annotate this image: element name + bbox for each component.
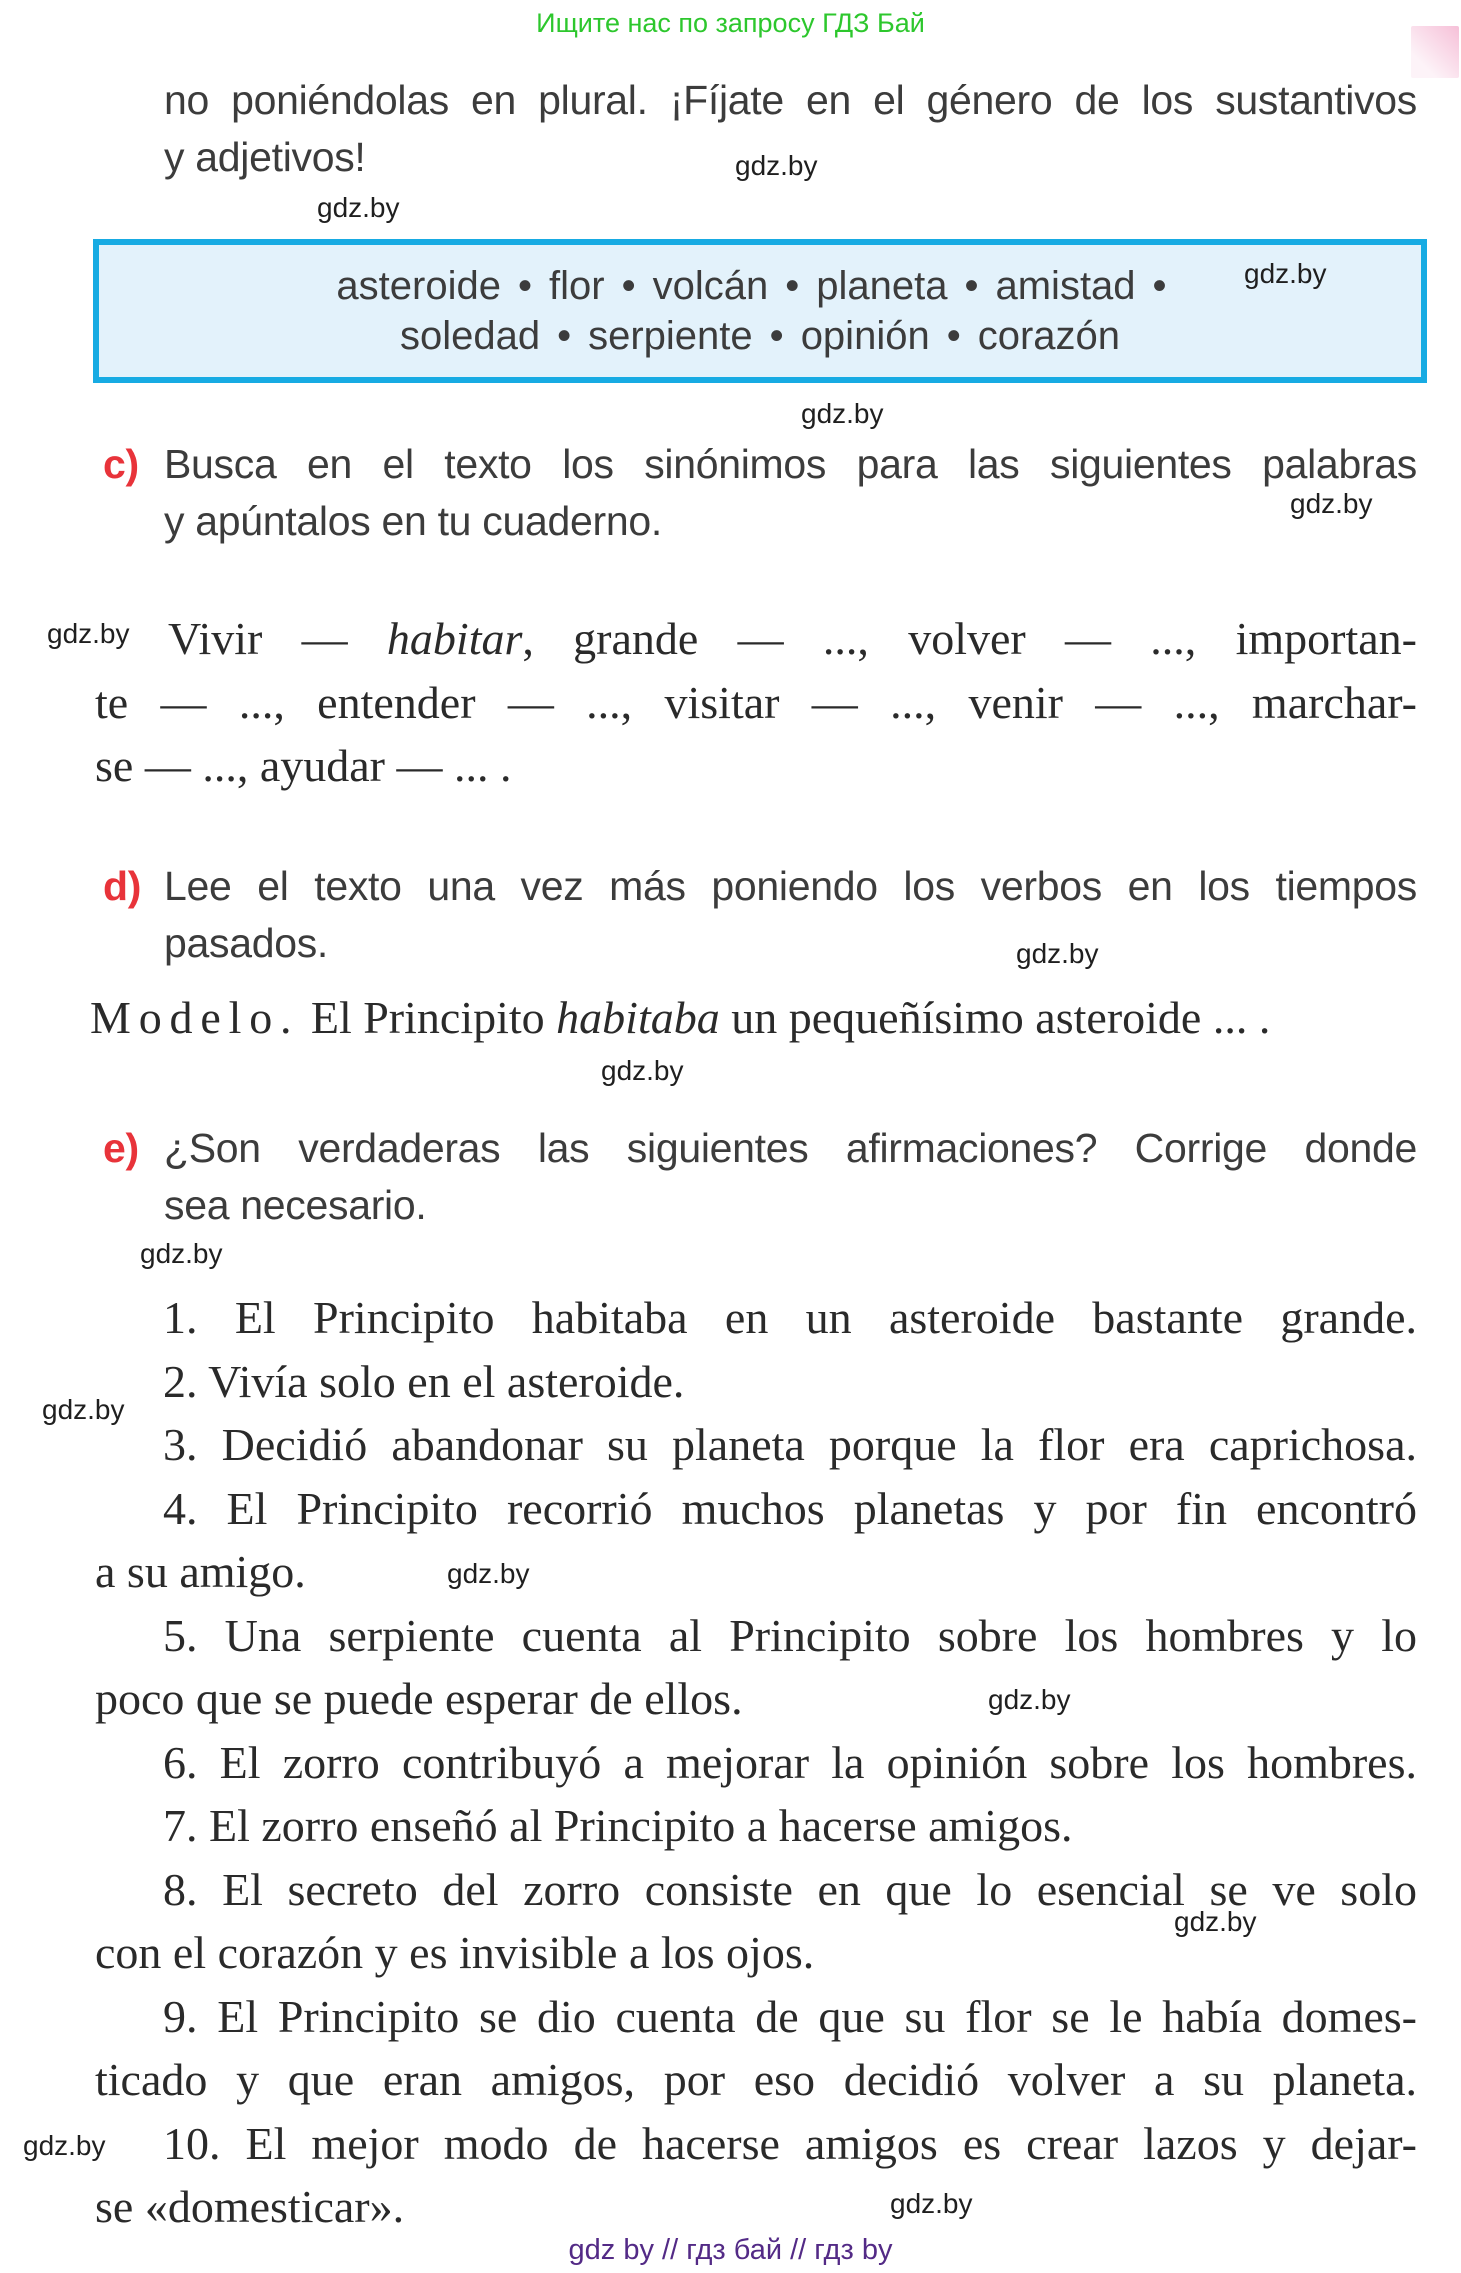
text-segment: ticado y que eran amigos, por eso decidió volver a su planeta. [95, 2054, 1417, 2105]
word-box-row [400, 311, 1120, 361]
text-line [95, 1350, 1417, 1414]
text-segment: se — ..., ayudar — ... . [95, 740, 512, 791]
text-segment: ¿Son verdaderas las siguientes afirmaciones? Corrige donde [164, 1125, 1417, 1171]
gdz-watermark: gdz.by [1174, 1906, 1257, 1937]
vocab-word: serpiente [588, 314, 753, 358]
task-d-instruction [164, 858, 1417, 972]
text-line [95, 2048, 1417, 2112]
text-line [95, 1604, 1417, 1668]
text-segment: se «domesticar». [95, 2181, 405, 2232]
text-line [164, 436, 1417, 493]
task-e [103, 1120, 1417, 1234]
gdz-watermark: gdz.by [23, 2130, 106, 2161]
text-segment: y apúntalos en tu cuaderno. [164, 498, 662, 544]
bullet-separator: • [1152, 264, 1167, 308]
text-segment: 6. El zorro contribuyó a mejorar la opinión sobre los hombres. [163, 1736, 1417, 1788]
text-segment: un pequeñísimo asteroide ... . [719, 992, 1271, 1043]
gdz-watermark: gdz.by [447, 1558, 530, 1589]
gdz-watermark: gdz.by [1244, 258, 1327, 289]
gdz-watermark: gdz.by [890, 2188, 973, 2219]
text-line [164, 1177, 1417, 1234]
text-segment: , grande — ..., volver — ..., importan- [522, 613, 1417, 664]
vocab-word: corazón [977, 314, 1121, 358]
text-segment: pasados. [164, 920, 329, 966]
text-line [95, 671, 1417, 735]
gdz-watermark: gdz.by [317, 192, 400, 223]
gdz-watermark: gdz.by [801, 398, 884, 429]
text-line [95, 607, 1417, 671]
text-segment: 1. El Principito habitaba en un asteroide bastante grande. [163, 1292, 1417, 1343]
gdz-watermark: gdz.by [42, 1394, 125, 1425]
task-e-marker: e) [103, 1125, 139, 1171]
pink-corner-patch [1411, 26, 1459, 78]
text-segment: Lee el texto una vez más poniendo los verbos en los tiempos [164, 863, 1417, 909]
vocab-word: volcán [652, 264, 769, 308]
text-segment: y adjetivos! [164, 134, 366, 180]
gdz-watermark: gdz.by [988, 1684, 1071, 1715]
text-segment: con el corazón y es invisible a los ojos. [95, 1927, 815, 1978]
bullet-separator: • [557, 314, 572, 358]
gdz-watermark: gdz.by [140, 1238, 223, 1269]
gdz-watermark: gdz.by [735, 150, 818, 181]
gdz-watermark: gdz.by [601, 1055, 684, 1086]
text-segment: 7. El zorro enseñó al Principito a hacerse amigos. [163, 1800, 1073, 1851]
text-line [164, 493, 1417, 550]
text-line [95, 734, 1417, 798]
statements-list [95, 1286, 1417, 2239]
text-segment: Busca en el texto los sinónimos para las siguientes palabras [164, 441, 1417, 487]
task-d [103, 858, 1417, 972]
text-line [164, 858, 1417, 915]
text-segment: 10. El mejor modo de hacerse amigos es crear lazos y dejar- [163, 2117, 1417, 2169]
vocab-word: asteroide [336, 264, 501, 308]
text-segment: 3. Decidió abandonar su planeta porque la flor era caprichosa. [163, 1419, 1417, 1470]
text-segment: 2. Vivía solo en el asteroide. [163, 1355, 685, 1407]
text-line [95, 2112, 1417, 2176]
italic-text: habitar [386, 613, 523, 664]
text-line [164, 72, 1417, 129]
text-segment: Vivir — [168, 613, 387, 664]
text-segment: 4. El Principito recorrió muchos planetas y por fin encontró [163, 1482, 1417, 1534]
text-line [95, 2175, 1417, 2239]
text-segment: poco que se puede esperar de ellos. [95, 1673, 743, 1724]
text-segment: 9. El Principito se dio cuenta de que su flor se le había domes- [163, 1990, 1417, 2042]
text-segment: 8. El secreto del zorro consiste en que lo esencial se ve solo [163, 1863, 1417, 1915]
text-segment: sea necesario. [164, 1182, 427, 1228]
text-line [95, 1731, 1417, 1795]
text-line [164, 915, 1417, 972]
vocab-word: amistad [995, 264, 1136, 308]
text-segment: no poniéndolas en plural. ¡Fíjate en el género de los sustantivos [164, 77, 1417, 123]
promo-header-text: Ищите нас по запросу ГДЗ Бай [536, 8, 925, 38]
bullet-separator: • [517, 264, 532, 308]
task-e-instruction [164, 1120, 1417, 1234]
bullet-separator: • [769, 314, 784, 358]
text-segment: El Principito [299, 992, 557, 1043]
promo-footer-text: gdz by // гдз бай // гдз by [568, 2234, 893, 2266]
text-segment: a su amigo. [95, 1546, 306, 1597]
task-d-marker: d) [103, 863, 142, 909]
bullet-separator: • [621, 264, 636, 308]
text-segment: te — ..., entender — ..., visitar — ..., venir — ..., marchar- [95, 676, 1417, 728]
gdz-watermark: gdz.by [47, 618, 130, 649]
vocab-word: soledad [399, 314, 541, 358]
gdz-watermark: gdz.by [1016, 938, 1099, 969]
bullet-separator: • [964, 264, 979, 308]
text-line [95, 1413, 1417, 1477]
text-line [95, 1477, 1417, 1541]
text-line [95, 1794, 1417, 1858]
text-segment: Modelo. [90, 992, 300, 1043]
text-line [95, 1286, 1417, 1350]
task-c [103, 436, 1417, 550]
text-segment: 5. Una serpiente cuenta al Principito sobre los hombres y lo [163, 1609, 1417, 1661]
word-box-row [336, 261, 1183, 311]
text-line [95, 1985, 1417, 2049]
vocab-word: flor [549, 264, 605, 308]
bullet-separator: • [785, 264, 800, 308]
text-line [95, 1540, 1417, 1604]
task-c-marker: c) [103, 441, 139, 487]
vocabulary-box [93, 239, 1427, 383]
modelo-line [90, 986, 1420, 1050]
gdz-watermark: gdz.by [1290, 488, 1373, 519]
vocab-word: planeta [816, 264, 948, 308]
text-line [164, 1120, 1417, 1177]
task-c-instruction [164, 436, 1417, 550]
text-line [90, 986, 1420, 1050]
text-line [95, 1667, 1417, 1731]
synonyms-paragraph [95, 607, 1417, 798]
bullet-separator: • [946, 314, 961, 358]
vocab-word: opinión [800, 314, 930, 358]
italic-text: habitaba [556, 992, 720, 1043]
